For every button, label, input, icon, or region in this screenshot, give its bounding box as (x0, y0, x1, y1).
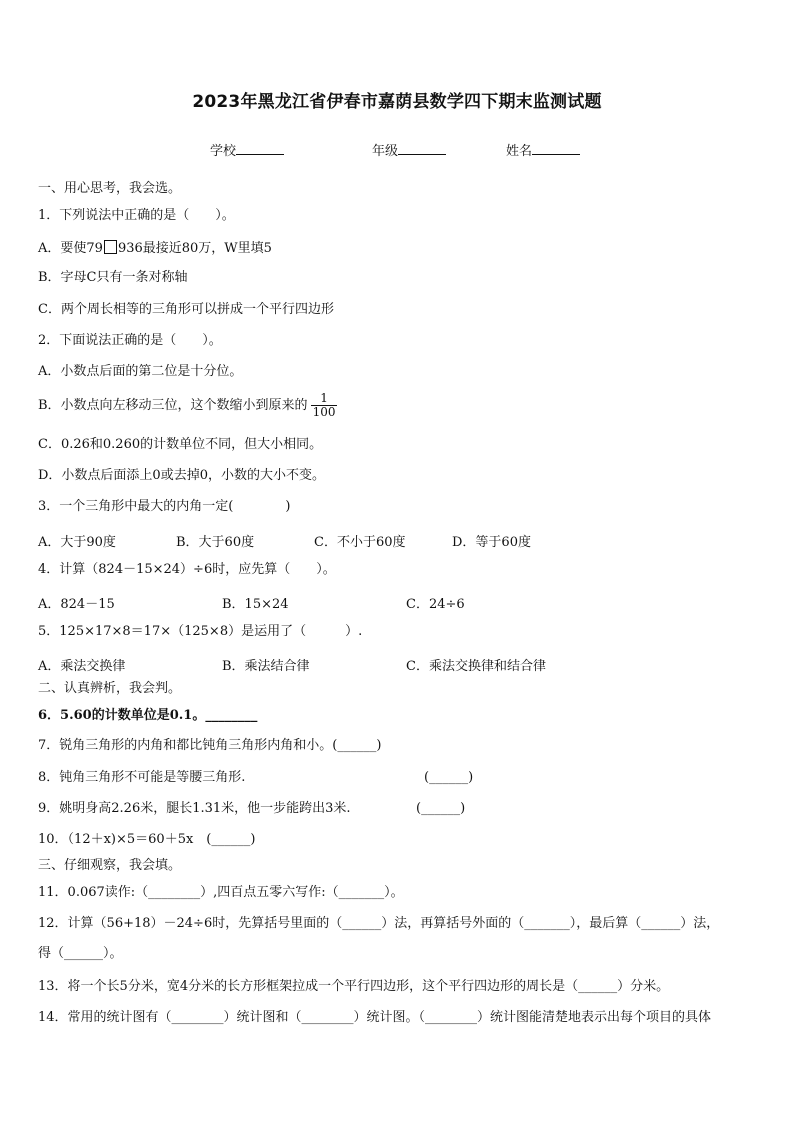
school-label: 学校 (210, 144, 237, 159)
question-9-answer-blank[interactable]: (______) (416, 801, 466, 816)
question-3-option-b: B．大于60度 (176, 535, 255, 550)
question-13: 13．将一个长5分米，宽4分米的长方形框架拉成一个平行四边形，这个平行四边形的周长是（______）分米。 (38, 979, 670, 994)
name-label: 姓名 (506, 144, 533, 159)
question-4-option-a: A．824－15 (38, 597, 115, 612)
option-b-text: B．小数点向左移动三位，这个数缩小到原来的 (38, 398, 308, 413)
grade-label: 年级 (372, 144, 399, 159)
question-8: 8．钝角三角形不可能是等腰三角形. (38, 770, 246, 785)
question-5-option-b: B．乘法结合律 (222, 659, 310, 674)
option-a-text-start: A．要使79 (38, 241, 103, 256)
question-3-option-a: A．大于90度 (38, 535, 116, 550)
question-5-stem: 5．125×17×8＝17×（125×8）是运用了（ ）. (38, 624, 363, 639)
name-field (506, 140, 580, 159)
question-5-option-c: C．乘法交换律和结合律 (406, 659, 546, 674)
blank-box-icon (104, 240, 117, 254)
question-2-option-c: C．0.26和0.260的计数单位不同，但大小相同。 (38, 437, 323, 452)
question-2-option-a: A．小数点后面的第二位是十分位。 (38, 364, 243, 379)
school-field (210, 140, 284, 159)
option-a-text-end: 936最接近80万，W里填5 (117, 241, 272, 256)
fraction (311, 392, 338, 419)
question-12-line-1: 12．计算（56+18）－24÷6时，先算括号里面的（______）法，再算括号外面的（_______），最后算（______）法， (38, 916, 720, 931)
section-heading-1: 一、用心思考，我会选。 (38, 181, 182, 196)
question-9: 9．姚明身高2.26米，腿长1.31米，他一步能跨出3米. (38, 801, 351, 816)
question-14: 14．常用的统计图有（________）统计图和（________）统计图。（________）统计图能清楚地表示出每个项目的具体 (38, 1010, 712, 1025)
question-10: 10．（12＋x)×5＝60＋5x (______) (38, 832, 256, 847)
question-4-option-b: B．15×24 (222, 597, 289, 612)
question-1-option-b: B．字母C只有一条对称轴 (38, 270, 188, 285)
question-1-option-c: C．两个周长相等的三角形可以拼成一个平行四边形 (38, 302, 334, 317)
question-4-option-c: C．24÷6 (406, 597, 465, 612)
name-blank[interactable] (532, 142, 580, 155)
question-3-stem: 3．一个三角形中最大的内角一定( ) (38, 499, 291, 514)
fraction-denominator: 100 (312, 405, 336, 419)
question-2-option-d: D．小数点后面添上0或去掉0，小数的大小不变。 (38, 468, 325, 483)
question-8-answer-blank[interactable]: (______) (424, 770, 474, 785)
grade-blank[interactable] (398, 142, 446, 155)
grade-field (372, 140, 446, 159)
question-11: 11．0.067读作:（________）,四百点五零六写作:（_______）。 (38, 885, 404, 900)
question-1-option-a (38, 240, 272, 257)
question-5-option-a: A．乘法交换律 (38, 659, 126, 674)
question-4-stem: 4．计算（824－15×24）÷6时，应先算（ ）。 (38, 562, 336, 577)
question-1-stem: 1．下列说法中正确的是（ ）。 (38, 208, 235, 223)
page-title: 2023年黑龙江省伊春市嘉荫县数学四下期末监测试题 (192, 92, 602, 112)
section-heading-2: 二、认真辨析，我会判。 (38, 681, 182, 696)
section-heading-3: 三、仔细观察，我会填。 (38, 858, 182, 873)
question-3-option-d: D．等于60度 (452, 535, 531, 550)
question-3-option-c: C．不小于60度 (314, 535, 406, 550)
question-12-line-2: 得（______）。 (38, 946, 123, 961)
question-7: 7．锐角三角形的内角和都比钝角三角形内角和小。(______) (38, 738, 382, 753)
fraction-numerator: 1 (311, 392, 338, 406)
question-6: 6．5.60的计数单位是0.1。________ (38, 708, 258, 723)
question-2-stem: 2．下面说法正确的是（ ）。 (38, 333, 222, 348)
school-blank[interactable] (236, 142, 284, 155)
question-2-option-b (38, 392, 337, 419)
